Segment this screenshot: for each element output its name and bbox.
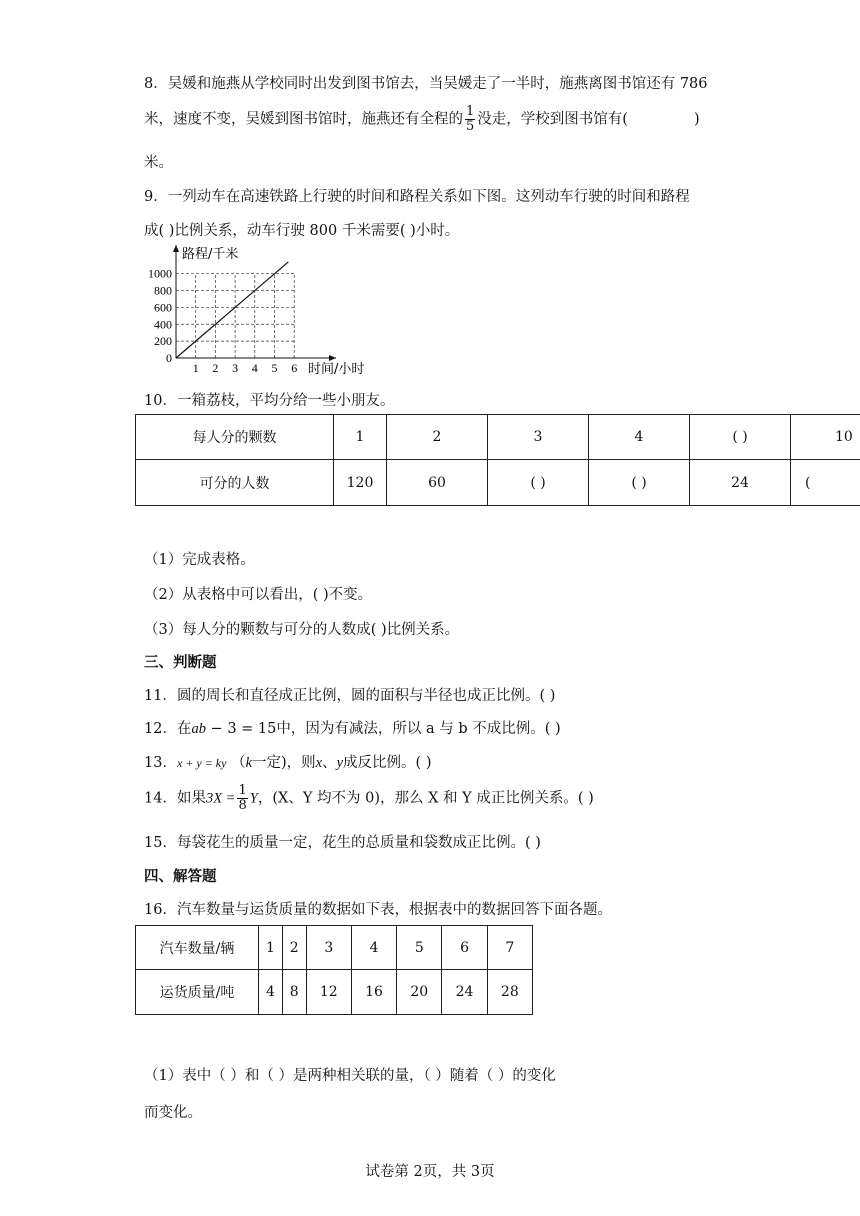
y-tick-label: 400 <box>154 317 172 332</box>
q10-title: 10．一箱荔枝，平均分给一些小朋友。 <box>144 393 395 409</box>
cell: 120 <box>334 460 387 506</box>
q15: 15．每袋花生的质量一定，花生的总质量和袋数成正比例。( ) <box>144 835 541 851</box>
cell: 1 <box>334 415 387 460</box>
x-tick-labels <box>193 361 298 375</box>
section-solution-heading: 四、解答题 <box>144 868 217 885</box>
cell: 24 <box>690 460 791 506</box>
q13: 13．x + y = ky （k一定)，则x、y成反比例。( ) <box>144 755 432 771</box>
cell: 3 <box>488 415 589 460</box>
y-axis-label: 路程/千米 <box>182 247 239 262</box>
distance-time-chart <box>140 240 400 375</box>
x-tick-label: 2 <box>212 361 219 375</box>
q9-line1: 9．一列动车在高速铁路上行驶的时间和路程关系如下图。这列动车行驶的时间和路程 <box>144 189 690 205</box>
q10-sub3: （3）每人分的颗数与可分的人数成( )比例关系。 <box>144 622 460 638</box>
cell: 60 <box>387 460 488 506</box>
q16-table <box>135 925 533 1015</box>
q10-sub2: （2）从表格中可以看出，( )不变。 <box>144 587 373 603</box>
y-tick-labels <box>148 267 172 365</box>
q16-title: 16．汽车数量与运货质量的数据如下表，根据表中的数据回答下面各题。 <box>144 902 612 918</box>
cell: 2 <box>387 415 488 460</box>
section-judgment-heading: 三、判断题 <box>144 654 217 671</box>
x-tick-label: 3 <box>232 361 239 375</box>
q10-table <box>135 414 860 506</box>
x-axis-arrow <box>329 355 336 361</box>
x-axis-label: 时间/小时 <box>308 362 365 375</box>
q9-line2: 成( )比例关系，动车行驶 800 千米需要( )小时。 <box>144 223 460 239</box>
cell: 4 <box>589 415 690 460</box>
answer-cell[interactable]: ( <box>791 460 860 506</box>
page-footer: 试卷第 2页，共 3页 <box>365 1164 495 1180</box>
y-tick-label: 600 <box>154 300 172 315</box>
q8-line2 <box>144 105 700 134</box>
q8-line2-b: 没走，学校到图书馆有( <box>477 111 628 128</box>
q8-line2-a: 米，速度不变，吴媛到图书馆时，施燕还有全程的 <box>144 111 463 128</box>
q16-row-cargo: 运货质量/吨 4 8 12 16 20 24 28 <box>136 970 533 1015</box>
q8-line1: 8．吴媛和施燕从学校同时出发到图书馆去，当吴媛走了一半时，施燕离图书馆还有 786 <box>144 76 708 92</box>
cell: 10 <box>791 415 860 460</box>
q12: 12．在ab − 3 = 15中，因为有减法，所以 a 与 b 不成比例。( ) <box>144 721 561 737</box>
answer-cell[interactable]: ( ) <box>488 460 589 506</box>
q16-sub1-cont: 而变化。 <box>144 1105 202 1121</box>
q10-row-per-person <box>136 415 860 460</box>
x-tick-label: 1 <box>192 361 199 375</box>
chart-grid <box>176 274 294 358</box>
q14: 14．如果3X = $\frac{1}{8}$ Y，(X、Y 均不为 0)，那么 X 和 Y 成正比例关系。( ) <box>144 783 594 813</box>
q11: 11．圆的周长和直径成正比例，圆的面积与半径也成正比例。( ) <box>144 688 556 704</box>
q8-line2-c: ) <box>693 111 700 128</box>
q10-row-people <box>136 460 860 506</box>
y-tick-label: 800 <box>154 283 172 298</box>
series-line <box>176 262 288 358</box>
answer-cell[interactable]: ( ) <box>589 460 690 506</box>
q10-sub1: （1）完成表格。 <box>144 552 255 568</box>
x-tick-label: 5 <box>271 361 278 375</box>
q16-row-cars: 汽车数量/辆 1 2 3 4 5 6 7 <box>136 926 533 970</box>
cell: 可分的人数 <box>136 460 334 506</box>
answer-cell[interactable]: ( ) <box>690 415 791 460</box>
fraction-one-eighth: $\frac{1}{8}$ <box>238 783 247 813</box>
y-tick-label: 0 <box>166 351 172 365</box>
x-tick-label: 4 <box>251 361 258 375</box>
x-tick-label: 6 <box>291 361 298 375</box>
fraction-one-fifth: $\frac{1}{5}$ <box>466 104 475 134</box>
y-axis-arrow <box>173 245 179 252</box>
y-tick-label: 200 <box>154 334 172 349</box>
cell: 每人分的颗数 <box>136 415 334 460</box>
q8-line3: 米。 <box>144 155 173 171</box>
q16-sub1: （1）表中（ ）和（ ）是两种相关联的量，（ ）随着（ ）的变化 <box>144 1068 556 1084</box>
y-tick-label: 1000 <box>148 266 172 281</box>
